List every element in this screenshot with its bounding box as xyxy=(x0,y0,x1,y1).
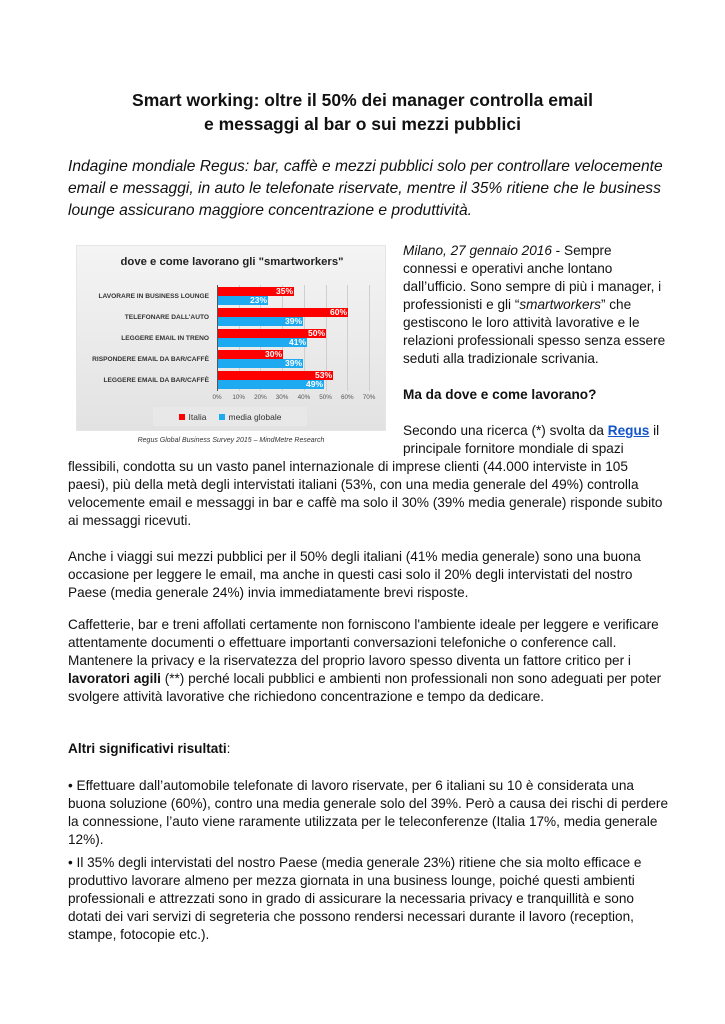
figure-caption: Regus Global Business Survey 2015 – MindMetre Research xyxy=(137,437,325,444)
chart-figure xyxy=(76,245,386,453)
x-tick-label: 10% xyxy=(232,394,245,401)
bar-value-label: 23% xyxy=(249,295,267,305)
legend-label: Italia xyxy=(188,411,207,422)
intro-emphasis: smartworkers xyxy=(519,297,601,312)
x-tick-label: 60% xyxy=(340,394,354,401)
bar-value-label: 41% xyxy=(288,337,306,347)
bar-value-label: 35% xyxy=(275,286,293,296)
bar-chart xyxy=(76,245,386,431)
intro-paragraph xyxy=(403,242,668,368)
x-tick-label: 0% xyxy=(212,394,222,401)
legend-label: media globale xyxy=(228,411,282,422)
paragraph-text: Secondo una ricerca (*) svolta da xyxy=(403,423,608,438)
legend-swatch-italia xyxy=(179,414,185,420)
regus-link[interactable]: Regus xyxy=(607,423,650,438)
title-line-1: Smart working: oltre il 50% dei manager controlla email xyxy=(132,90,593,110)
bar-italia xyxy=(218,308,348,317)
bullet-item: • Effettuare dall’automobile telefonate di lavoro riservate, per 6 italiani su 10 è considerata una buona soluzione (60%), contro una media generale solo del 39%. Però a causa dei rischi di perdere la connessione, l’auto viene raramente utilizzata per le teleconferenze (Italia 17%, media generale 12%). xyxy=(68,778,669,847)
bar-media-globale xyxy=(218,296,268,305)
bold-term: lavoratori agili xyxy=(68,671,161,686)
bar-italia xyxy=(218,350,283,359)
legend-item-media-globale xyxy=(219,412,282,422)
section-heading xyxy=(68,740,668,758)
bar-value-label: 49% xyxy=(305,379,323,389)
bar-value-label: 50% xyxy=(307,328,325,338)
bar-value-label: 53% xyxy=(314,370,332,380)
paragraph-start xyxy=(403,422,668,458)
paragraph-text: il principale fornitore mondiale di spazi xyxy=(403,423,660,456)
intro-text: ” che gestiscono le loro attività lavorative e le relazioni professionali spesso senza essere seduti alla tradizionale scrivania. xyxy=(403,297,666,366)
legend-swatch-media-globale xyxy=(219,414,225,420)
bar-italia xyxy=(218,329,326,338)
bar-value-label: 39% xyxy=(284,316,302,326)
bar-value-label: 60% xyxy=(329,307,347,317)
heading-text: Altri significativi risultati xyxy=(68,741,227,756)
paragraph-text: Caffetterie, bar e treni affollati certamente non forniscono l'ambiente ideale per leggere e verificare attentamente documenti o effettuare importanti conversazioni telefoniche o conference call. Mantenere la privacy e la riservatezza del proprio lavoro spesso diventa un fattore critico per i xyxy=(68,617,659,668)
chart-title: dove e come lavorano gli "smartworkers" xyxy=(120,256,344,268)
section-heading: Ma da dove e come lavorano? xyxy=(403,387,597,402)
chart-legend xyxy=(153,407,307,426)
x-tick-label: 30% xyxy=(275,394,289,401)
bar-value-label: 39% xyxy=(284,358,302,368)
category-label: TELEFONARE DALL'AUTO xyxy=(124,314,209,321)
dateline: Milano, 27 gennaio 2016 xyxy=(403,243,552,258)
paragraph-text: (**) perché locali pubblici e ambienti non professionali non sono adeguati per poter svolgere attività lavorative che richiedono concentrazione e tempo da dedicare. xyxy=(68,671,662,704)
article-subtitle: Indagine mondiale Regus: bar, caffè e mezzi pubblici solo per controllare velocemente email e messaggi, in auto le telefonate riservate, mentre il 35% ritiene che le business lounge assicurano maggiore concentrazione e produttività. xyxy=(68,158,663,219)
heading-colon: : xyxy=(226,741,231,756)
intro-column xyxy=(403,242,668,458)
gridline xyxy=(347,285,348,391)
x-tick-label: 70% xyxy=(362,394,376,401)
x-tick-label: 50% xyxy=(319,394,332,401)
paragraph: flessibili, condotta su un vasto panel internazionale di imprese clienti (44.000 interviste in 105 paesi), più della metà degli intervistati italiani (53%, con una media generale del 49%) controlla velocemente email e messaggi in bar e caffè ma solo il 30% (39% media generale) risponde subito ai messaggi ricevuti. xyxy=(68,459,663,528)
x-tick-label: 40% xyxy=(297,394,311,401)
category-label: LAVORARE IN BUSINESS LOUNGE xyxy=(98,293,209,300)
bar-media-globale xyxy=(218,338,307,347)
paragraph: Anche i viaggi sui mezzi pubblici per il 50% degli italiani (41% media generale) sono una buona occasione per leggere le email, ma anche in questi casi solo il 20% degli intervistati del nostro Paese (media generale 24%) invia immediatamente brevi risposte. xyxy=(68,549,641,600)
plot-area xyxy=(217,285,369,391)
bar-media-globale xyxy=(218,359,303,368)
category-label: LEGGERE EMAIL IN TRENO xyxy=(121,335,209,342)
category-label: LEGGERE EMAIL DA BAR/CAFFÈ xyxy=(103,377,209,384)
bullet-item: • Il 35% degli intervistati del nostro Paese (media generale 23%) ritiene che sia molto efficace e produttivo lavorare almeno per mezza giornata in una business lounge, poiché questi ambienti professionali e attrezzati sono in grado di assicurare la necessaria privacy e tranquillità e sono dotati dei vari servizi di segreteria che possono rendersi necessari durante il lavoro (reception, stampe, fotocopie etc.). xyxy=(68,855,642,942)
legend-item-italia xyxy=(179,412,207,422)
intro-text: Sempre connessi e operativi anche lontano dall’ufficio. Sono sempre di più i manager, i professionisti e gli “ xyxy=(403,243,662,312)
dateline-separator: - xyxy=(551,243,564,258)
bar-value-label: 30% xyxy=(264,349,282,359)
category-label: RISPONDERE EMAIL DA BAR/CAFFÈ xyxy=(92,356,209,363)
x-tick-label: 20% xyxy=(254,394,267,401)
title-line-2: e messaggi al bar o sui mezzi pubblici xyxy=(203,114,522,134)
bar-media-globale xyxy=(218,380,324,389)
article-title xyxy=(60,88,665,136)
paragraph xyxy=(68,616,668,706)
bar-media-globale xyxy=(218,317,303,326)
gridline xyxy=(369,285,370,391)
